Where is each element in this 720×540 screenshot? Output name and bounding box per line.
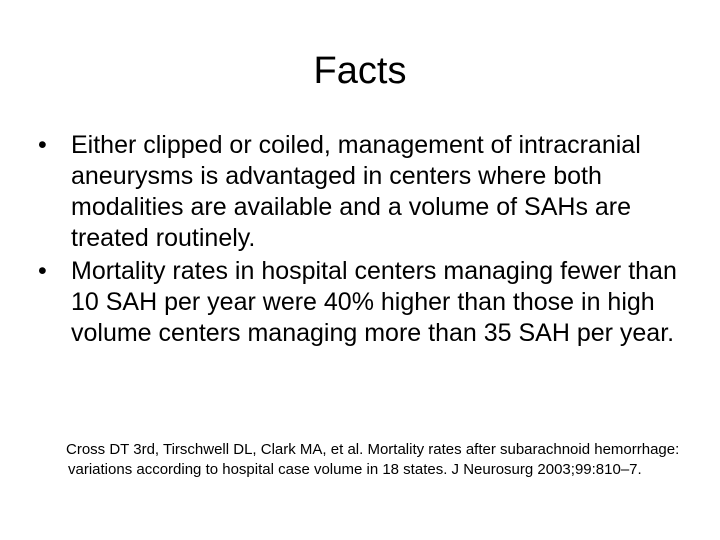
citation-text: Cross DT 3rd, Tirschwell DL, Clark MA, et al. Mortality rates after subarachnoid hemorrhage: variations according to hospital case volume in 18 states. J Neurosurg 2003;99:810–7. xyxy=(66,441,680,478)
bullet-text: Mortality rates in hospital centers managing fewer than 10 SAH per year were 40% higher than those in high volume centers managing more than 35 SAH per year. xyxy=(71,257,677,347)
bullet-item-1 xyxy=(36,130,696,254)
bullet-marker-icon: • xyxy=(38,131,47,159)
bullet-list xyxy=(36,130,696,351)
slide-title: Facts xyxy=(313,50,407,92)
bullet-text: Either clipped or coiled, management of intracranial aneurysms is advantaged in centers where both modalities are available and a volume of SAHs are treated routinely. xyxy=(71,131,641,252)
bullet-item-2 xyxy=(36,256,696,349)
bullet-marker-icon: • xyxy=(38,257,47,285)
